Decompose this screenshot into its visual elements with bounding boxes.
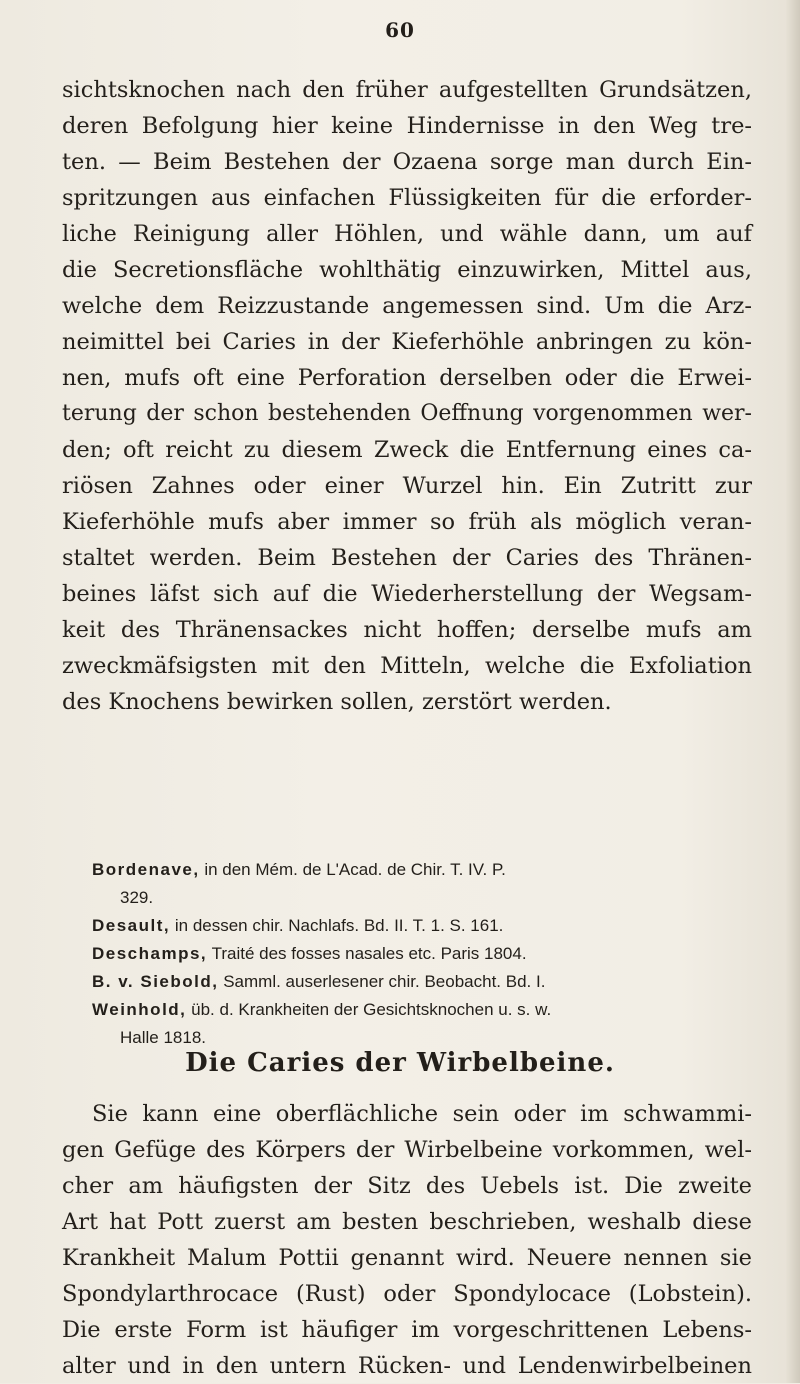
text-line: welche dem Reizzustande angemessen sind. Um die Arz- xyxy=(62,293,752,319)
text-line: Die erste Form ist häufiger im vorgeschrittenen Lebens- xyxy=(62,1317,752,1343)
text-line: staltet werden. Beim Bestehen der Caries des Thränen- xyxy=(62,545,752,571)
page-edge xyxy=(786,0,800,1383)
reference-text: in den Mém. de L'Acad. de Chir. T. IV. P. xyxy=(199,860,506,879)
text-line: gen Gefüge des Körpers der Wirbelbeine vorkommen, wel- xyxy=(62,1137,752,1163)
reference-author: Deschamps, xyxy=(92,944,208,963)
text-line: Kieferhöhle mufs aber immer so früh als möglich veran- xyxy=(62,509,752,535)
text-line: beines läfst sich auf die Wiederherstellung der Wegsam- xyxy=(62,581,752,607)
reference-continuation: Halle 1818. xyxy=(120,1028,207,1047)
section-heading: Die Caries der Wirbelbeine. xyxy=(185,1048,615,1078)
text-line: des Knochens bewirken sollen, zerstört werden. xyxy=(62,689,612,715)
reference-entry xyxy=(92,968,722,996)
reference-text: in dessen chir. Nachlafs. Bd. II. T. 1. S. 161. xyxy=(170,916,504,935)
text-line: Spondylarthrocace (Rust) oder Spondylocace (Lobstein). xyxy=(62,1281,752,1307)
section-paragraph xyxy=(62,1096,752,1384)
text-line: liche Reinigung aller Höhlen, und wähle dann, um auf xyxy=(62,221,752,247)
reference-text: üb. d. Krankheiten der Gesichtsknochen u. s. w. xyxy=(186,1000,552,1019)
reference-entry xyxy=(92,912,722,940)
text-line: cher am häufigsten der Sitz des Uebels ist. Die zweite xyxy=(62,1173,752,1199)
reference-author: Desault, xyxy=(92,916,171,935)
text-line: deren Befolgung hier keine Hindernisse in den Weg tre- xyxy=(62,113,752,139)
text-line: zweckmäfsigsten mit den Mitteln, welche die Exfoliation xyxy=(62,653,752,679)
reference-author: B. v. Siebold, xyxy=(92,972,219,991)
text-line: alter und in den untern Rücken- und Lendenwirbelbeinen xyxy=(62,1353,752,1379)
text-line: nen, mufs oft eine Perforation derselben oder die Erwei- xyxy=(62,365,752,391)
reference-author: Bordenave, xyxy=(92,860,200,879)
text-line: riösen Zahnes oder einer Wurzel hin. Ein Zutritt zur xyxy=(62,473,752,499)
text-line: keit des Thränensackes nicht hoffen; derselbe mufs am xyxy=(62,617,752,643)
text-line: Sie kann eine oberflächliche sein oder im schwammi- xyxy=(92,1101,752,1127)
text-line: Krankheit Malum Pottii genannt wird. Neuere nennen sie xyxy=(62,1245,752,1271)
body-paragraph xyxy=(62,72,752,720)
text-line: spritzungen aus einfachen Flüssigkeiten für die erforder- xyxy=(62,185,752,211)
reference-entry xyxy=(92,940,722,968)
reference-author: Weinhold, xyxy=(92,1000,187,1019)
references-list xyxy=(92,856,722,1052)
text-line: den; oft reicht zu diesem Zweck die Entfernung eines ca- xyxy=(62,437,752,463)
text-line: die Secretionsfläche wohlthätig einzuwirken, Mittel aus, xyxy=(62,257,752,283)
text-line: Art hat Pott zuerst am besten beschrieben, weshalb diese xyxy=(62,1209,752,1235)
text-line: sichtsknochen nach den früher aufgestellten Grundsätzen, xyxy=(62,77,752,103)
reference-continuation: 329. xyxy=(120,888,154,907)
reference-text: Traité des fosses nasales etc. Paris 1804. xyxy=(207,944,527,963)
text-line: terung der schon bestehenden Oeffnung vorgenommen wer- xyxy=(62,401,752,426)
text-line: ten. — Beim Bestehen der Ozaena sorge man durch Ein- xyxy=(62,149,752,175)
reference-text: Samml. auserlesener chir. Beobacht. Bd. I. xyxy=(218,972,546,991)
text-line: neimittel bei Caries in der Kieferhöhle anbringen zu kön- xyxy=(62,329,752,355)
reference-entry xyxy=(92,856,722,884)
page-number: 60 xyxy=(385,18,415,42)
reference-entry xyxy=(92,996,722,1024)
